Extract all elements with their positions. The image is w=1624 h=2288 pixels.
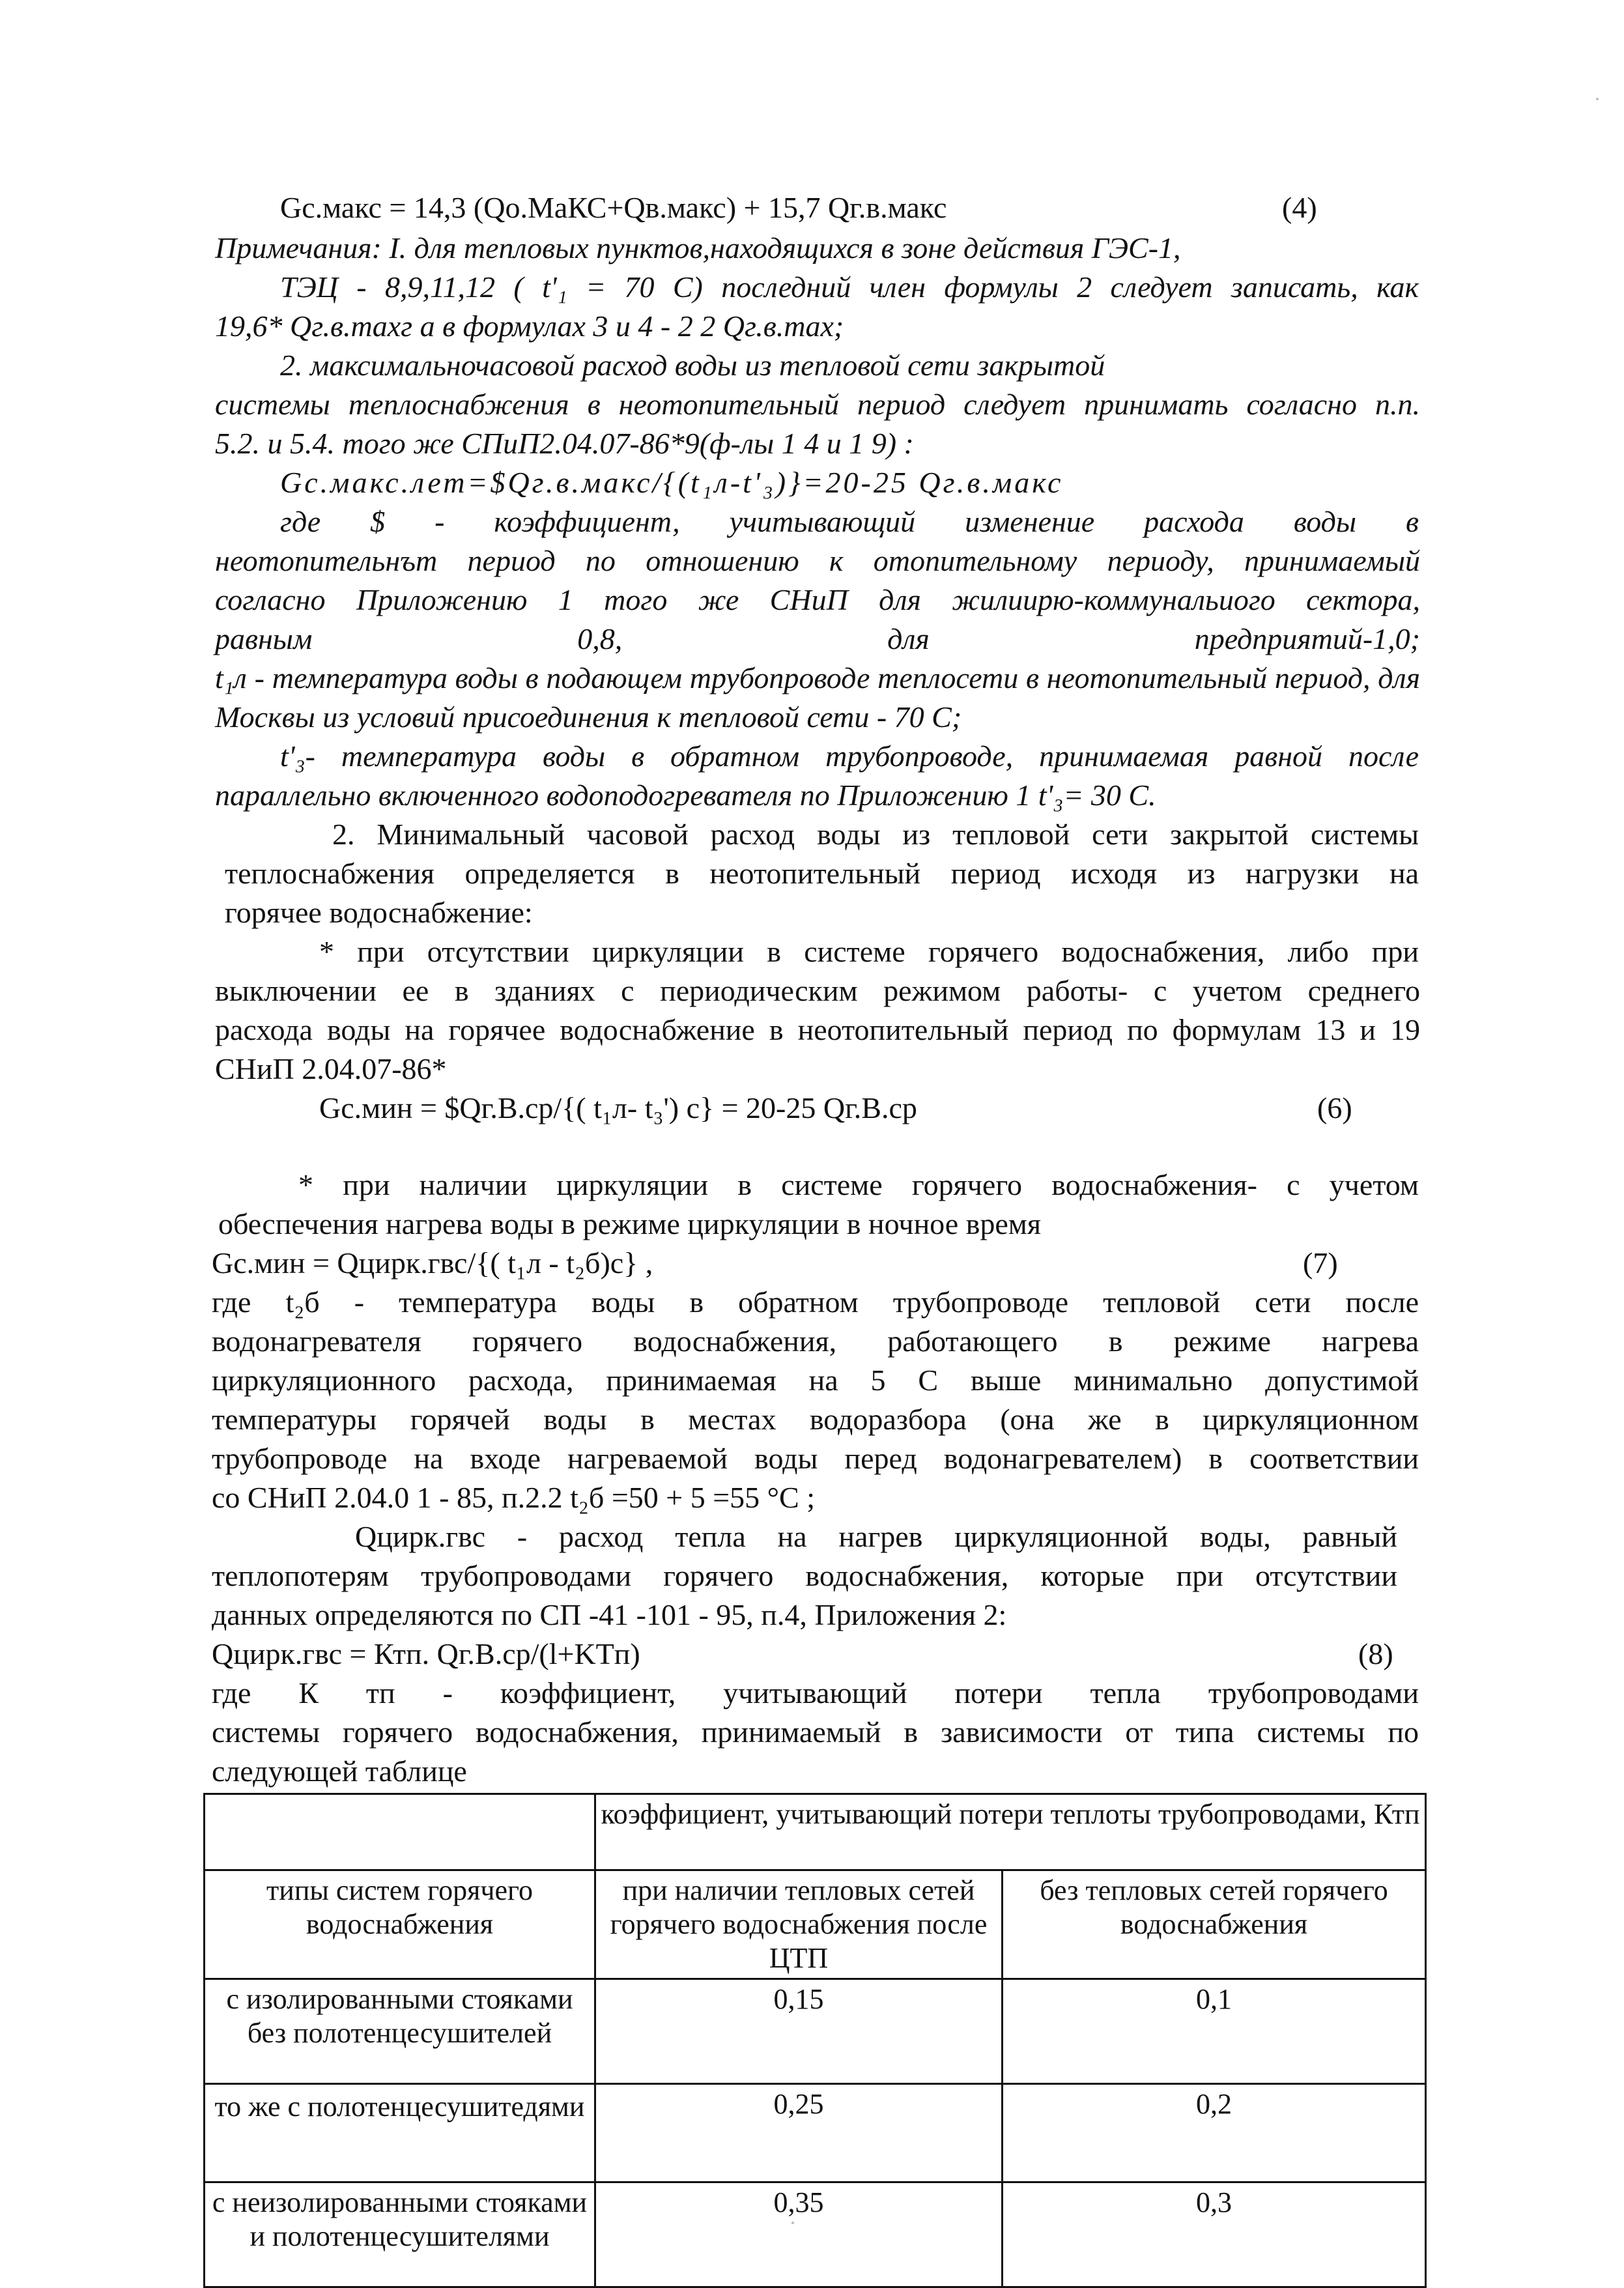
section2-line-7: СНиП 2.04.07-86* <box>215 1052 447 1085</box>
table-cell-type: с изолированными стояками без полотенцесушителей <box>205 1979 595 2084</box>
table-header-row-top <box>205 1794 1426 1870</box>
qcirc-line-2: теплопотерям трубопроводами горячего водоснабжения, которые при отсутствии <box>212 1559 1397 1592</box>
formula-6-number: (6) <box>1317 1091 1352 1124</box>
circulation-line-2: обеспечения нагрева воды в режиме циркуляции в ночное время <box>218 1207 1042 1240</box>
where7-line-1: где t₂б - температура воды в обратном трубопроводе тепловой сети после <box>212 1285 1419 1319</box>
where7-line-4: температуры горячей воды в местах водоразбора (она же в циркуляционном <box>212 1403 1419 1436</box>
formula-8: Qцирк.гвс = Ктп. Qг.В.ср/(l+KTп) <box>212 1637 640 1670</box>
where7-line-6: со СНиП 2.04.0 1 - 85, п.2.2 t₂б =50 + 5 =55 °С ; <box>212 1481 815 1514</box>
notes-line-9: неотопительнът период по отношению к отопительному периоду, принимаемый <box>215 544 1420 577</box>
table-cell-with: 0,25 <box>595 2084 1003 2182</box>
section2-line-4: * при отсутствии циркуляции в системе горячего водоснабжения, либо при <box>319 935 1419 968</box>
notes-line-12: t₁л - температура воды в подающем трубопроводе теплосети в неотопительный период, для <box>215 661 1420 694</box>
where7-line-5: трубопроводе на входе нагреваемой воды перед водонагревателем) в соответствии <box>212 1442 1419 1475</box>
notes-line-6: 5.2. и 5.4. того же СПиП2.04.07-86*9(ф-лы 1 4 и 1 9) : <box>215 427 914 460</box>
notes-line-13: Москвы из условий присоединения к тепловой сети - 70 С; <box>215 700 962 734</box>
table-header-without-networks: без тепловых сетей горячего водоснабжения <box>1003 1870 1426 1979</box>
formula-7: Gc.мин = Qцирк.гвс/{( t₁л - t₂б)c} , <box>212 1246 653 1280</box>
table-header-with-networks: при наличии тепловых сетей горячего водоснабжения после ЦТП <box>595 1870 1003 1979</box>
formula-4: Gc.макс = 14,3 (Qo.МаКС+Qв.макс) + 15,7 Qг.в.макс <box>280 191 947 224</box>
section2-line-2: теплоснабжения определяется в неотопительный период исходя из нагрузки на <box>225 857 1419 890</box>
table-cell-without: 0,1 <box>1003 1979 1426 2084</box>
where8-line-2: системы горячего водоснабжения, принимаемый в зависимости от типа системы по <box>212 1715 1419 1749</box>
notes-line-15: параллельно включенного водоподогревателя по Приложению 1 t'₃= 30 С. <box>215 779 1156 812</box>
section2-line-3: горячее водоснабжение: <box>225 896 533 929</box>
section2-line-5: выключении ее в зданиях с периодическим режимом работы- с учетом среднего <box>215 974 1420 1007</box>
ktp-table <box>203 1793 1427 2288</box>
formula-5-summer: Gc.макс.лет=$Qг.в.макс/{(t₁л-t'₃)}=20-25 Qг.в.макс <box>280 466 1064 499</box>
table-header-row <box>205 1870 1426 1979</box>
table-header-type: типы систем горячего водоснабжения <box>205 1870 595 1979</box>
circulation-line-1: * при наличии циркуляции в системе горячего водоснабжения- с учетом <box>298 1168 1419 1201</box>
notes-line-11: равным 0,8, для предприятий-1,0; <box>215 622 1420 655</box>
notes-line-10: согласно Приложению 1 того же СНиП для жилиирю-коммунальиого сектора, <box>215 583 1420 616</box>
formula-4-number: (4) <box>1282 191 1317 224</box>
section2-line-1: 2. Минимальный часовой расход воды из тепловой сети закрытой системы <box>332 818 1419 851</box>
scan-speck <box>1596 98 1599 100</box>
section2-line-6: расхода воды на горячее водоснабжение в неотопительный период по формулам 13 и 19 <box>215 1013 1420 1046</box>
table-cell-with: 0,35 <box>595 2182 1003 2287</box>
notes-line-14: t'₃- температура воды в обратном трубопроводе, принимаемая равной после <box>280 739 1419 773</box>
table-cell-type: то же с полотенцесушитедями <box>205 2084 595 2182</box>
where8-line-3: следующей таблице <box>212 1754 467 1788</box>
notes-line-5: системы теплоснабжения в неотопительный период следует принимать согласно п.п. <box>215 388 1420 421</box>
table-row <box>205 2182 1426 2287</box>
notes-line-2: ТЭЦ - 8,9,11,12 ( t'₁ = 70 С) последний член формулы 2 следует записать, как <box>280 270 1419 304</box>
notes-line-8: где $ - коэффициент, учитывающий изменение расхода воды в <box>280 505 1419 538</box>
notes-line-3: 19,6* Qг.в.maxг а в формулах 3 и 4 - 2 2 Qг.в.max; <box>215 309 844 343</box>
table-header-coefficient: коэффициент, учитывающий потери теплоты трубопроводами, Ктп <box>595 1794 1426 1870</box>
scan-speck <box>791 2222 794 2224</box>
notes-line-4: 2. максимальночасовой расход воды из тепловой сети закрытой <box>280 349 1105 382</box>
table-cell-without: 0,3 <box>1003 2182 1426 2287</box>
table-cell-with: 0,15 <box>595 1979 1003 2084</box>
qcirc-line-3: данных определяются по СП -41 -101 - 95, п.4, Приложения 2: <box>212 1598 1007 1631</box>
qcirc-line-1: Qцирк.гвс - расход тепла на нагрев циркуляционной воды, равный <box>355 1520 1397 1553</box>
table-header-empty <box>205 1794 595 1870</box>
table-row <box>205 2084 1426 2182</box>
formula-7-number: (7) <box>1303 1246 1338 1280</box>
where8-line-1: где К тп - коэффициент, учитывающий потери тепла трубопроводами <box>212 1676 1419 1709</box>
table-cell-without: 0,2 <box>1003 2084 1426 2182</box>
formula-6: Gc.мин = $Qг.В.ср/{( t₁л- t₃') c} = 20-25 Qг.В.ср <box>319 1091 917 1124</box>
formula-8-number: (8) <box>1358 1637 1393 1670</box>
notes-line-1: Примечания: I. для тепловых пунктов,находящихся в зоне действия ГЭС-1, <box>215 231 1181 265</box>
table-row <box>205 1979 1426 2084</box>
where7-line-2: водонагревателя горячего водоснабжения, работающего в режиме нагрева <box>212 1324 1419 1358</box>
where7-line-3: циркуляционного расхода, принимаемая на 5 С выше минимально допустимой <box>212 1364 1419 1397</box>
table-cell-type: с неизолированными стояками и полотенцесушителями <box>205 2182 595 2287</box>
